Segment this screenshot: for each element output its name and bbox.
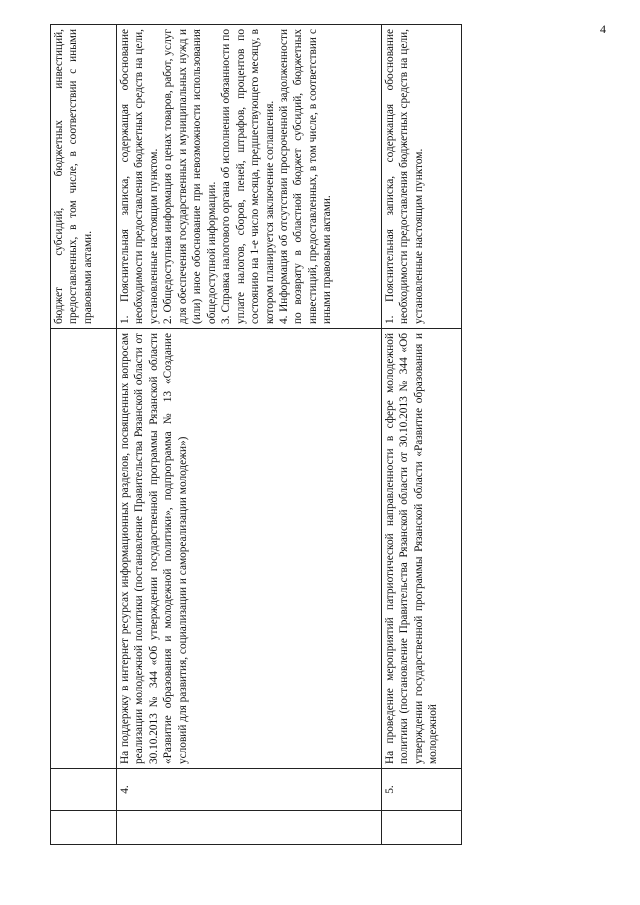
table-row-5 — [382, 25, 462, 845]
documents-cell — [117, 25, 382, 329]
table-row-continuation — [51, 25, 117, 845]
blank-cell — [51, 811, 117, 845]
documents-item-2: 2. Общедоступная информация о ценах товаров, работ, услуг для обеспечения государственных и муниципальных нужд и (или) иное обоснование при невозможности использования общедоступной информации. — [162, 29, 218, 324]
documents-cell — [51, 25, 117, 329]
requirements-table — [50, 24, 462, 845]
documents-item-1: 1. Пояснительная записка, содержащая обоснование необходимости предоставления бюджетных средств на цели, установленные настоящим пунктом. — [384, 29, 425, 324]
documents-item-4: 4. Информация об отсутствии просроченной задолженности по возврату в областной бюджет субсидий, бюджетных инвестиций, предоставленных, в том числе, в соответствии с иными правовыми актами. — [277, 29, 334, 324]
blank-cell — [382, 811, 462, 845]
row-number: 4. — [117, 769, 382, 811]
table-row-4 — [117, 25, 382, 845]
blank-cell — [117, 811, 382, 845]
documents-item-1: 1. Пояснительная записка, содержащая обоснование необходимости предоставления бюджетных средств на цели, установленные настоящим пунктом. — [119, 29, 160, 324]
rotated-page — [50, 25, 540, 845]
documents-paragraph: бюджет субсидий, бюджетных инвестиций, предоставленных, в том числе, в соответствии с иными правовыми актами. — [53, 29, 94, 324]
documents-item-3: 3. Справка налогового органа об исполнении обязанности по уплате налогов, сборов, пеней, штрафов, процентов по состоянию на 1-е число месяца, предшествующего месяцу, в котором планируется заключение соглашения. — [220, 29, 276, 324]
row-number: 5. — [382, 769, 462, 811]
description-cell — [51, 329, 117, 769]
row-description: На проведение мероприятий патриотической направленности в сфере молодежной политики (постановление Правительства Рязанской области от 30.10.2013 № 344 «Об утверждении государственной программы Рязанской области «Развитие образования и молодежной — [384, 333, 440, 764]
number-cell — [51, 769, 117, 811]
documents-cell — [382, 25, 462, 329]
row-description: На поддержку в интернет ресурсах информационных разделов, посвященных вопросам реализации молодежной политики (постановление Правительства Рязанской области от 30.10.2013 № 344 «Об утверждении государственной программы Рязанской области «Развитие образования и молодежной политики», подпрограмма № 13 «Создание условий для развития, социализации и самореализации молодежи») — [119, 333, 189, 764]
page-number: 4 — [600, 22, 606, 36]
description-cell — [382, 329, 462, 769]
description-cell — [117, 329, 382, 769]
